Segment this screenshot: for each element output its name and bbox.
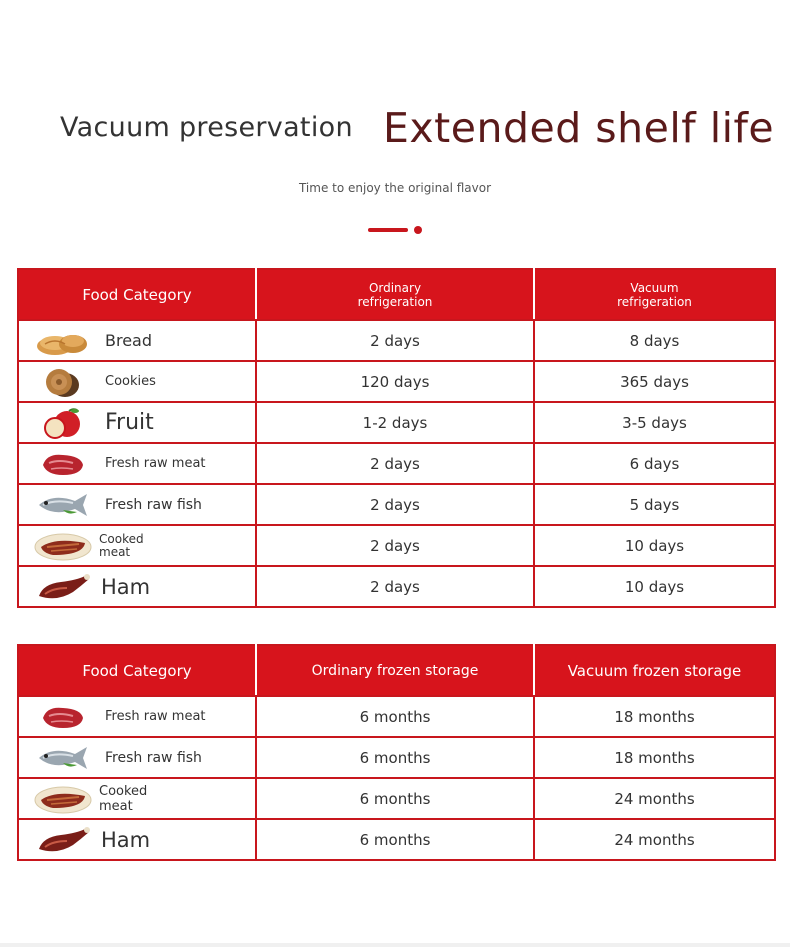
footer-divider — [0, 943, 790, 947]
table-row — [18, 484, 775, 525]
cookie-icon — [33, 365, 93, 399]
header-vacuum-frozen: Vacuum frozen storage — [534, 645, 775, 696]
ham-icon — [33, 823, 93, 857]
table-row — [18, 443, 775, 484]
header-vacuum-refrigeration — [534, 269, 775, 320]
ordinary-value: 6 months — [256, 778, 534, 819]
vacuum-value: 5 days — [534, 484, 775, 525]
category-cell — [18, 696, 256, 737]
category-label: Cookies — [105, 374, 156, 389]
vacuum-value: 18 months — [534, 737, 775, 778]
category-label: Fresh raw meat — [105, 456, 206, 471]
hero-section — [0, 0, 790, 260]
vacuum-value: 24 months — [534, 819, 775, 860]
vacuum-value: 8 days — [534, 320, 775, 361]
vacuum-value: 6 days — [534, 443, 775, 484]
category-cell — [18, 443, 256, 484]
table-header-row — [18, 269, 775, 320]
category-label: Ham — [101, 827, 151, 852]
bread-icon — [33, 324, 93, 358]
ordinary-value: 2 days — [256, 320, 534, 361]
header-line: Vacuum refrigeration — [617, 280, 692, 309]
hero-left-title: Vacuum preservation — [60, 112, 353, 143]
vacuum-value: 18 months — [534, 696, 775, 737]
table-row — [18, 819, 775, 860]
cooked-meat-icon — [33, 529, 93, 563]
category-cell — [18, 819, 256, 860]
vacuum-value: 24 months — [534, 778, 775, 819]
vacuum-value: 365 days — [534, 361, 775, 402]
category-cell — [18, 361, 256, 402]
table-row — [18, 361, 775, 402]
header-ordinary-refrigeration — [256, 269, 534, 320]
category-cell — [18, 737, 256, 778]
category-label: Cooked meat — [99, 783, 148, 814]
category-cell — [18, 402, 256, 443]
ordinary-value: 6 months — [256, 737, 534, 778]
category-cell — [18, 525, 256, 566]
ordinary-value: 6 months — [256, 696, 534, 737]
category-label: Fruit — [105, 410, 154, 435]
divider-line — [368, 228, 408, 232]
category-label: Cooked meat — [99, 531, 144, 559]
header-line: Ordinary refrigeration — [357, 280, 433, 309]
vacuum-value: 10 days — [534, 566, 775, 607]
ordinary-value: 6 months — [256, 819, 534, 860]
vacuum-value: 10 days — [534, 525, 775, 566]
header-food-category: Food Category — [18, 269, 256, 320]
frozen-storage-table — [17, 644, 776, 861]
category-label: Ham — [101, 574, 151, 599]
table-row — [18, 566, 775, 607]
table-row — [18, 525, 775, 566]
header-food-category: Food Category — [18, 645, 256, 696]
category-label: Fresh raw fish — [105, 496, 202, 513]
table-row — [18, 778, 775, 819]
ordinary-value: 1-2 days — [256, 402, 534, 443]
ordinary-value: 2 days — [256, 443, 534, 484]
vacuum-value: 3-5 days — [534, 402, 775, 443]
category-cell — [18, 484, 256, 525]
category-cell — [18, 778, 256, 819]
apple-icon — [33, 406, 93, 440]
ordinary-value: 2 days — [256, 566, 534, 607]
fish-icon — [33, 488, 93, 522]
header-ordinary-frozen: Ordinary frozen storage — [256, 645, 534, 696]
hero-subtitle: Time to enjoy the original flavor — [298, 181, 492, 195]
category-cell — [18, 566, 256, 607]
raw-meat-icon — [33, 447, 93, 481]
divider-dot — [414, 226, 422, 234]
table-row — [18, 737, 775, 778]
ordinary-value: 2 days — [256, 525, 534, 566]
table-row — [18, 320, 775, 361]
cooked-meat-icon — [33, 782, 93, 816]
category-label: Fresh raw meat — [105, 709, 206, 724]
table-header-row — [18, 645, 775, 696]
category-label: Bread — [105, 331, 153, 350]
category-label: Fresh raw fish — [105, 749, 202, 766]
category-cell — [18, 320, 256, 361]
table-row — [18, 696, 775, 737]
ordinary-value: 2 days — [256, 484, 534, 525]
ham-icon — [33, 570, 93, 604]
raw-meat-icon — [33, 700, 93, 734]
table-row — [18, 402, 775, 443]
ordinary-value: 120 days — [256, 361, 534, 402]
refrigeration-table — [17, 268, 776, 608]
fish-icon — [33, 741, 93, 775]
hero-right-title: Extended shelf life — [383, 104, 775, 152]
